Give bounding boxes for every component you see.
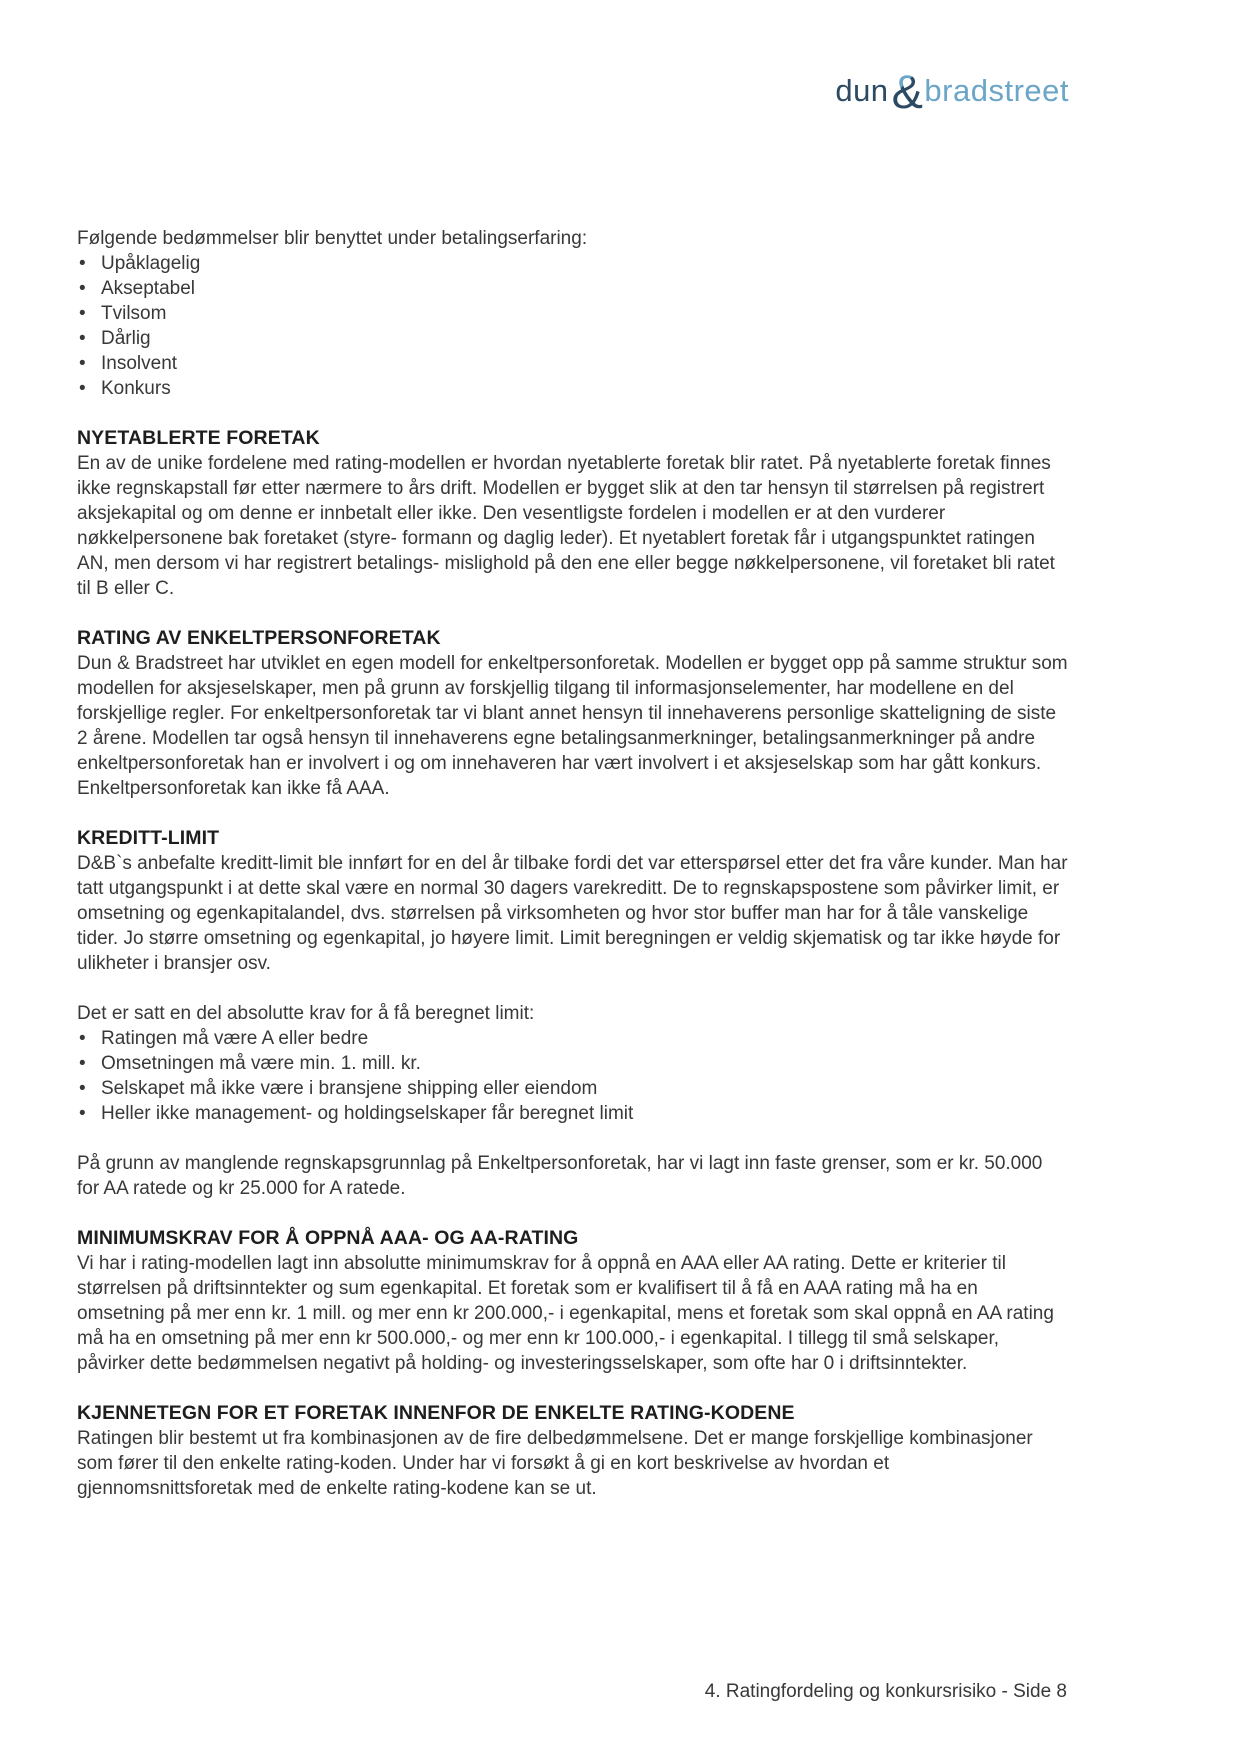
assessment-list xyxy=(77,251,1069,401)
section-heading-kreditt-limit: KREDITT-LIMIT xyxy=(77,827,220,849)
paragraph-nyetablerte-foretak: En av de unike fordelene med rating-modellen er hvordan nyetablerte foretak blir ratet. På nyetablerte foretak finnes ikke regnskapstall før etter nærmere to års drift. Modellen er bygget slik at den tar hensyn til størrelsen på registrert aksjekapital og om denne er innbetalt eller ikke. Den vesentligste fordelen i modellen er at den vurderer nøkkelpersonene bak foretaket (styre- formann og daglig leder). Et nyetablert foretak får i utgangspunktet ratingen AN, men dersom vi har registrert betalings- mislighold på den ene eller begge nøkkelpersonene, vil foretaket bli ratet til B eller C. xyxy=(77,453,1055,599)
logo-text-dun: dun xyxy=(835,73,889,108)
list-item: • Selskapet må ikke være i bransjene shipping eller eiendom xyxy=(77,1076,1069,1101)
paragraph-rating-enkeltpersonforetak: Dun & Bradstreet har utviklet en egen modell for enkeltpersonforetak. Modellen er bygget opp på samme struktur som modellen for aksjeselskaper, men på grunn av forskjellig tilgang til informasjonselementer, har modellene en del forskjellige regler. For enkeltpersonforetak tar vi blant annet hensyn til innehaverens personlige skatteligning de siste 2 årene. Modellen tar også hensyn til innehaverens egne betalingsanmerkninger, betalingsanmerkninger på andre enkeltpersonforetak han er involvert i og om innehaveren har vært involvert i et aksjeselskap som har gått konkurs. Enkeltpersonforetak kan ikke få AAA. xyxy=(77,653,1068,799)
limit-krav-lead: Det er satt en del absolutte krav for å få beregnet limit: xyxy=(77,1003,535,1024)
section-heading-nyetablerte-foretak: NYETABLERTE FORETAK xyxy=(77,427,320,449)
intro-lead: Følgende bedømmelser blir benyttet under betalingserfaring: xyxy=(77,228,588,249)
list-item: • Akseptabel xyxy=(77,276,1069,301)
section-heading-minimumskrav: MINIMUMSKRAV FOR Å OPPNÅ AAA- OG AA-RATING xyxy=(77,1227,579,1249)
list-item: • Ratingen må være A eller bedre xyxy=(77,1026,1069,1051)
logo-text-bradstreet: bradstreet xyxy=(924,73,1069,108)
list-item: • Dårlig xyxy=(77,326,1069,351)
list-item: • Konkurs xyxy=(77,376,1069,401)
list-item: • Upåklagelig xyxy=(77,251,1069,276)
paragraph-faste-grenser: På grunn av manglende regnskapsgrunnlag på Enkeltpersonforetak, har vi lagt inn faste grenser, som er kr. 50.000 for AA ratede og kr 25.000 for A ratede. xyxy=(77,1153,1043,1199)
paragraph-kjennetegn: Ratingen blir bestemt ut fra kombinasjonen av de fire delbedømmelsene. Det er mange forskjellige kombinasjoner som fører til den enkelte rating-koden. Under har vi forsøkt å gi en kort beskrivelse av hvordan et gjennomsnittsforetak med de enkelte rating-kodene kan se ut. xyxy=(77,1428,1033,1499)
document-body xyxy=(77,226,1069,1501)
list-item: • Heller ikke management- og holdingselskaper får beregnet limit xyxy=(77,1101,1069,1126)
section-heading-kjennetegn: KJENNETEGN FOR ET FORETAK INNENFOR DE ENKELTE RATING-KODENE xyxy=(77,1402,795,1424)
paragraph-minimumskrav: Vi har i rating-modellen lagt inn absolutte minimumskrav for å oppnå en AAA eller AA rating. Dette er kriterier til størrelsen på driftsinntekter og sum egenkapital. Et foretak som er kvalifisert til å få en AAA rating må ha en omsetning på mer enn kr. 1 mill. og mer enn kr 200.000,- i egenkapital, mens et foretak som skal oppnå en AA rating må ha en omsetning på mer enn kr 500.000,- og mer enn kr 100.000,- i egenkapital. I tillegg til små selskaper, påvirker dette bedømmelsen negativt på holding- og investeringsselskaper, som ofte har 0 i driftsinntekter. xyxy=(77,1253,1054,1374)
limit-krav-list xyxy=(77,1026,1069,1126)
paragraph-kreditt-limit: D&B`s anbefalte kreditt-limit ble innført for en del år tilbake fordi det var etterspørsel etter det fra våre kunder. Man har tatt utgangspunkt i at dette skal være en normal 30 dagers varekreditt. De to regnskapspostene som påvirker limit, er omsetning og egenkapitalandel, dvs. størrelsen på virksomheten og hvor stor buffer man har for å tåle vanskelige tider. Jo større omsetning og egenkapital, jo høyere limit. Limit beregningen er veldig skjematisk og tar ikke høyde for ulikheter i bransjer osv. xyxy=(77,853,1068,974)
dun-bradstreet-logo xyxy=(835,65,1069,118)
section-heading-rating-enkeltpersonforetak: RATING AV ENKELTPERSONFORETAK xyxy=(77,627,441,649)
list-item: • Tvilsom xyxy=(77,301,1069,326)
list-item: • Insolvent xyxy=(77,351,1069,376)
page-footer: 4. Ratingfordeling og konkursrisiko - Side 8 xyxy=(704,1681,1067,1702)
logo-ampersand-icon: & xyxy=(891,65,924,118)
list-item: • Omsetningen må være min. 1. mill. kr. xyxy=(77,1051,1069,1076)
